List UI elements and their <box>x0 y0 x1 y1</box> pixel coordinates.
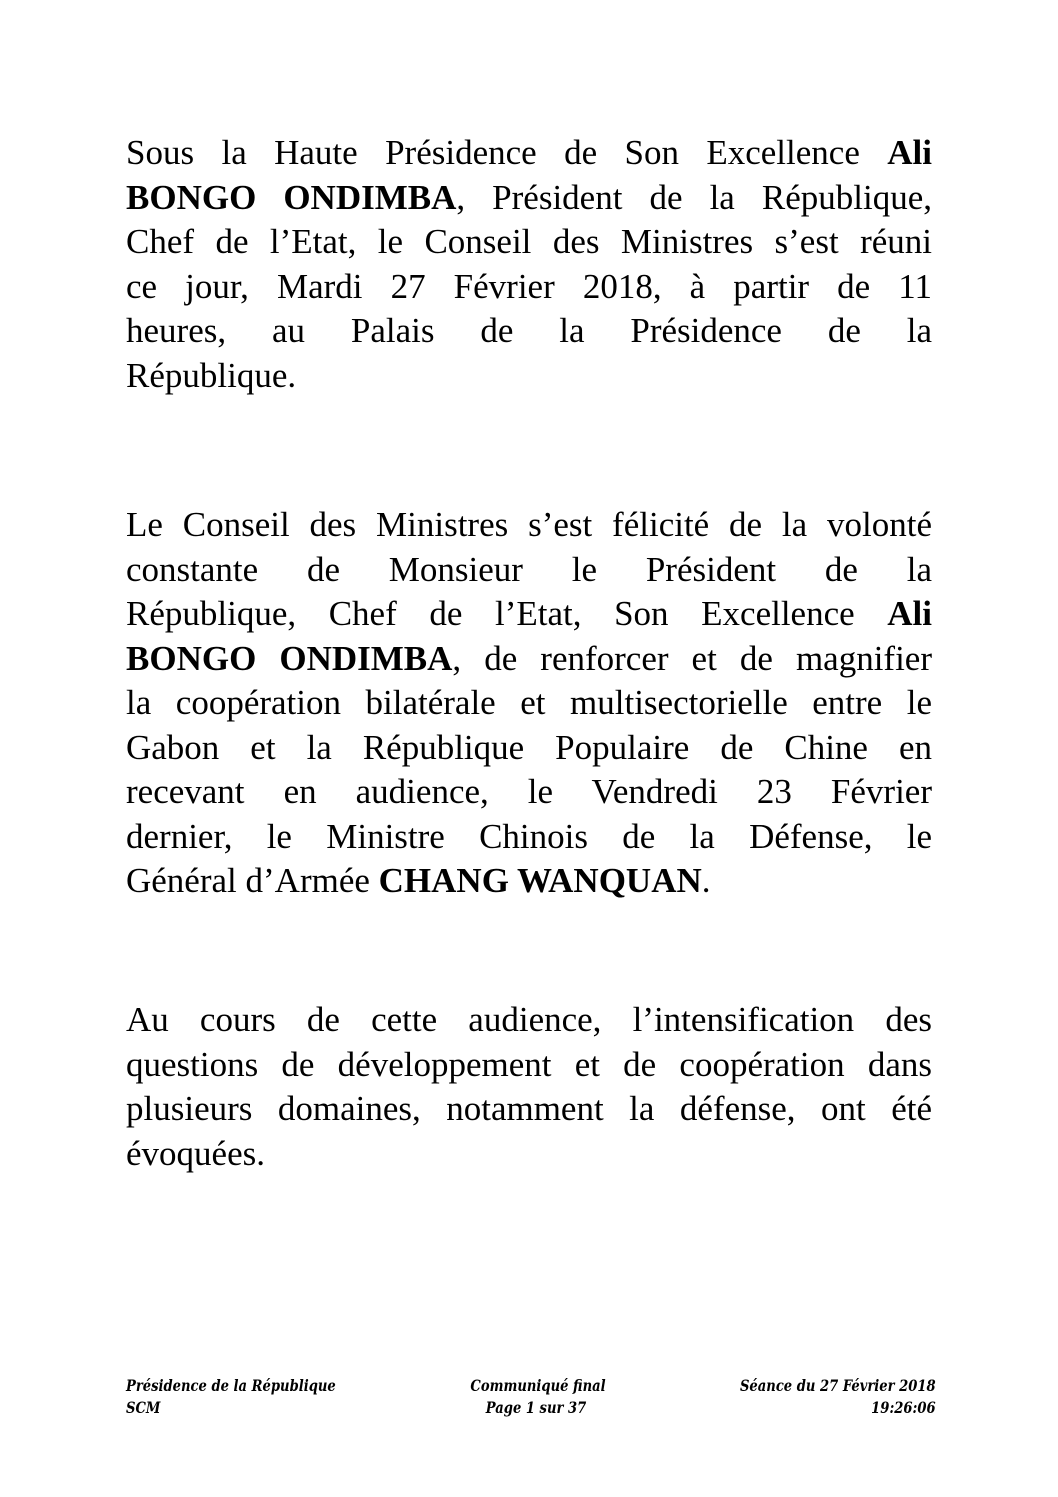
text-run: , de renforcer et de magnifier <box>452 638 932 678</box>
footer-right <box>697 1375 936 1419</box>
bold-name: BONGO ONDIMBA <box>126 638 453 678</box>
text-run: constante de Monsieur le Président de la <box>126 549 932 589</box>
paragraph-cooperation <box>126 503 932 904</box>
text-line <box>126 592 932 637</box>
footer-issuer: Présidence de la République <box>126 1376 336 1395</box>
footer-document-title: Communiqué final <box>470 1376 606 1395</box>
text-line <box>126 681 932 726</box>
text-run: Au cours de cette audience, l’intensification des <box>126 1000 932 1039</box>
footer-department: SCM <box>126 1398 161 1417</box>
paragraph-opening <box>126 131 932 398</box>
paragraph-audience <box>126 998 932 1176</box>
text-line <box>126 637 932 682</box>
text-run: la coopération bilatérale et multisectorielle entre le <box>126 683 932 722</box>
text-line <box>126 265 932 310</box>
text-line <box>126 770 932 815</box>
text-line <box>126 859 932 904</box>
text-run: évoquées. <box>126 1133 265 1173</box>
text-line <box>126 176 932 221</box>
text-line <box>126 131 932 176</box>
text-run: Général d’Armée <box>126 861 379 900</box>
footer-page-number: Page 1 sur 37 <box>485 1398 587 1417</box>
footer-session-date: Séance du 27 Février 2018 <box>740 1376 936 1395</box>
text-line <box>126 1043 932 1088</box>
text-line <box>126 354 932 399</box>
text-run: dernier, le Ministre Chinois de la Défense, le <box>126 816 932 856</box>
text-run: ce jour, Mardi 27 Février 2018, à partir de 11 <box>126 266 932 306</box>
text-line <box>126 815 932 860</box>
footer-center <box>456 1375 616 1419</box>
text-run: République. <box>126 355 297 395</box>
text-line <box>126 503 932 548</box>
bold-name: BONGO ONDIMBA <box>126 177 457 217</box>
text-line <box>126 726 932 771</box>
text-run: recevant en audience, le Vendredi 23 Février <box>126 772 932 811</box>
footer-left <box>126 1375 382 1419</box>
text-line <box>126 220 932 265</box>
text-run: République, Chef de l’Etat, Son Excellence <box>126 594 888 633</box>
text-run: Sous la Haute Présidence de Son Excellence <box>126 133 888 172</box>
text-run: Gabon et la République Populaire de Chine en <box>126 727 932 767</box>
bold-name: CHANG WANQUAN <box>378 861 702 900</box>
text-line <box>126 998 932 1043</box>
text-line <box>126 1087 932 1132</box>
text-run: heures, au Palais de la Présidence de la <box>126 311 932 350</box>
text-run: . <box>701 861 711 900</box>
bold-name: Ali <box>887 594 932 633</box>
text-run: questions de développement et de coopération dans <box>126 1044 932 1084</box>
bold-name: Ali <box>887 133 932 172</box>
text-run: plusieurs domaines, notamment la défense, ont été <box>126 1089 932 1128</box>
text-line <box>126 1132 932 1177</box>
text-run: , Président de la République, <box>456 177 932 217</box>
text-line <box>126 309 932 354</box>
text-run: Le Conseil des Ministres s’est félicité de la volonté <box>126 505 932 544</box>
page-footer <box>126 1375 936 1435</box>
text-line <box>126 548 932 593</box>
text-run: Chef de l’Etat, le Conseil des Ministres s’est réuni <box>126 222 932 261</box>
footer-time: 19:26:06 <box>871 1398 936 1417</box>
